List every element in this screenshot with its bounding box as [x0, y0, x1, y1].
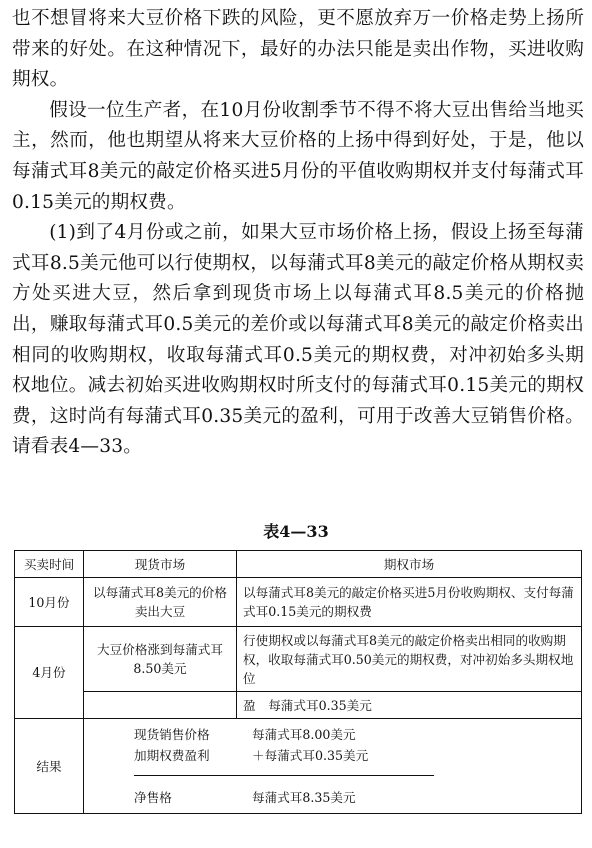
row-oct-spot: 以每蒲式耳8美元的价格卖出大豆: [84, 578, 237, 627]
result-grid: [134, 721, 575, 767]
result-net-label: 净售格: [134, 790, 172, 805]
result-premium-profit-label: 加期权费盈利: [134, 748, 210, 763]
row-apr-time: 4月份: [15, 627, 84, 719]
row-oct-option: 以每蒲式耳8美元的敲定价格买进5月份收购期权、支付每蒲式耳0.15美元的期权费: [237, 578, 582, 627]
row-apr-spot-empty: [84, 692, 237, 719]
table-title: 表4—33: [263, 522, 329, 541]
result-spot-sale-label: 现货销售价格: [134, 727, 210, 742]
result-net-grid: [134, 784, 575, 811]
table-result-row: [15, 719, 582, 814]
result-divider: [134, 775, 434, 776]
header-spot-market: 现货市场: [84, 551, 237, 578]
header-time: 买卖时间: [15, 551, 84, 578]
row-oct-time: 10月份: [15, 578, 84, 627]
result-content: [84, 719, 582, 814]
table-header-row: [15, 551, 582, 578]
header-option-market: 期权市场: [237, 551, 582, 578]
body-text: [12, 4, 584, 463]
result-spot-sale-value: 每蒲式耳8.00美元: [252, 727, 356, 742]
hedging-table: [14, 550, 582, 814]
table-row: [15, 578, 582, 627]
table-row: [15, 627, 582, 692]
result-label: 结果: [15, 719, 84, 814]
result-premium-profit-value: ＋每蒲式耳0.35美元: [252, 748, 369, 763]
result-net-value: 每蒲式耳8.35美元: [252, 790, 356, 805]
paragraph-1: 也不想冒将来大豆价格下跌的风险，更不愿放弃万一价格走势上扬所带来的好处。在这种情况下，最好的办法只能是卖出作物，买进收购期权。: [12, 8, 584, 91]
paragraph-3: (1)到了4月份或之前，如果大豆市场价格上扬，假设上扬至每蒲式耳8.5美元他可以行使期权，以每蒲式耳8美元的敲定价格从期权卖方处买进大豆，然后拿到现货市场上以每蒲式耳8.5美元的价格抛出，赚取每蒲式耳0.5美元的差价或以每蒲式耳8美元的敲定价格卖出相同的收购期权，收取每蒲式耳0.5美元的期权费，对冲初始多头期权地位。减去初始买进收购期权时所支付的每蒲式耳0.15美元的期权费，这时尚有每蒲式耳0.35美元的盈利，可用于改善大豆销售价格。请看表4—33。: [12, 222, 584, 458]
row-apr-spot: 大豆价格涨到每蒲式耳8.50美元: [84, 627, 237, 692]
row-apr-option: 行使期权或以每蒲式耳8美元的敲定价格卖出相同的收购期权，收取每蒲式耳0.50美元的期权费，对冲初始多头期权地位: [237, 627, 582, 692]
paragraph-2: 假设一位生产者，在10月份收割季节不得不将大豆出售给当地买主，然而，他也期望从将来大豆价格的上扬中得到好处，于是，他以每蒲式耳8美元的敲定价格买进5月份的平值收购期权并支付每蒲式耳0.15美元的期权费。: [12, 99, 584, 213]
row-apr-profit: 盈 每蒲式耳0.35美元: [237, 692, 582, 719]
table-row: [15, 692, 582, 719]
